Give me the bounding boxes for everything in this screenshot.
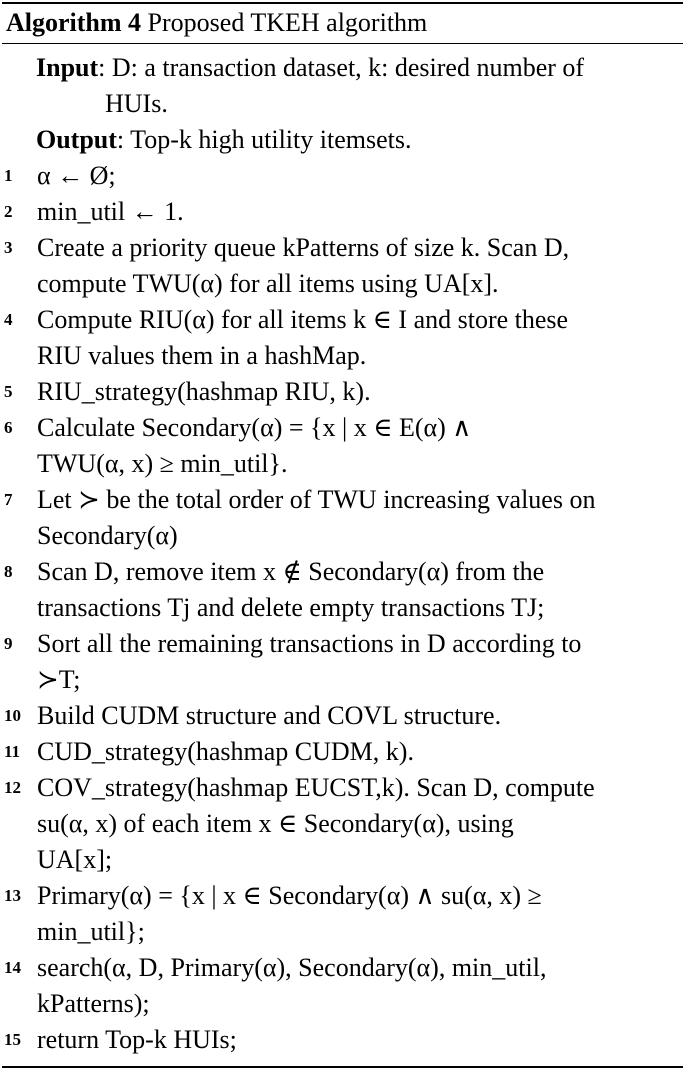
algorithm-step	[2, 626, 683, 698]
step-number: 9	[4, 634, 13, 653]
step-line: compute TWU(α) for all items using UA[x].	[37, 269, 499, 298]
algorithm-step	[2, 230, 683, 302]
algorithm-step	[2, 734, 683, 770]
step-number: 3	[4, 238, 13, 257]
step-line: ≻T;	[37, 665, 81, 694]
step-line: TWU(α, x) ≥ min_util}.	[37, 449, 288, 478]
step-text	[37, 770, 683, 878]
step-text	[37, 482, 683, 554]
step-line: min_util ← 1.	[37, 197, 184, 226]
algorithm-step	[2, 194, 683, 230]
step-line: UA[x];	[37, 845, 113, 874]
algorithm-step	[2, 770, 683, 878]
step-line: Let ≻ be the total order of TWU increasing values on	[37, 485, 596, 514]
algorithm-step	[2, 950, 683, 1022]
step-line: Scan D, remove item x ∉ Secondary(α) from the	[37, 557, 545, 586]
step-text	[37, 554, 683, 626]
step-line: Secondary(α)	[37, 521, 178, 550]
step-line: Build CUDM structure and COVL structure.	[37, 701, 502, 730]
step-text	[37, 194, 683, 230]
step-number: 8	[4, 562, 13, 581]
step-text	[37, 626, 683, 698]
step-line: Compute RIU(α) for all items k ∈ I and store these	[37, 305, 569, 334]
step-line: Calculate Secondary(α) = {x | x ∈ E(α) ∧	[37, 413, 472, 442]
output-text: : Top-k high utility itemsets.	[116, 125, 412, 154]
step-number: 6	[4, 418, 13, 437]
algorithm-step	[2, 158, 683, 194]
algorithm-step	[2, 410, 683, 482]
step-text	[37, 950, 683, 1022]
step-line: min_util};	[37, 917, 145, 946]
step-number: 4	[4, 310, 13, 329]
algorithm-step	[2, 878, 683, 950]
step-line: Primary(α) = {x | x ∈ Secondary(α) ∧ su(α, x) ≥	[37, 881, 542, 910]
algorithm-step	[2, 302, 683, 374]
step-line: return Top-k HUIs;	[37, 1025, 237, 1054]
step-text	[37, 158, 683, 194]
step-line: su(α, x) of each item x ∈ Secondary(α), using	[37, 809, 514, 838]
algorithm-box	[2, 2, 683, 1068]
step-line: CUD_strategy(hashmap CUDM, k).	[37, 737, 414, 766]
step-line: search(α, D, Primary(α), Secondary(α), min_util,	[37, 953, 547, 982]
step-number: 10	[4, 706, 21, 725]
step-number: 11	[4, 742, 21, 761]
input-text-1: : D: a transaction dataset, k: desired number of	[98, 53, 585, 82]
step-text	[37, 698, 683, 734]
step-line: COV_strategy(hashmap EUCST,k). Scan D, compute	[37, 773, 595, 802]
steps-list	[2, 158, 683, 1058]
algorithm-step	[2, 482, 683, 554]
step-text	[37, 734, 683, 770]
caption-title: Proposed TKEH algorithm	[147, 8, 428, 37]
caption-label: Algorithm 4	[6, 8, 142, 37]
output-block	[2, 122, 683, 158]
algorithm-caption	[2, 4, 683, 43]
step-text	[37, 410, 683, 482]
step-number: 13	[4, 886, 21, 905]
algorithm-step	[2, 374, 683, 410]
step-line: α ← Ø;	[37, 161, 116, 190]
step-number: 12	[4, 778, 21, 797]
input-text-2: HUIs.	[105, 89, 168, 118]
algorithm-step	[2, 554, 683, 626]
step-text	[37, 230, 683, 302]
algorithm-body	[2, 44, 683, 1066]
step-line: transactions Tj and delete empty transactions TJ;	[37, 593, 545, 622]
step-number: 7	[4, 490, 13, 509]
step-line: kPatterns);	[37, 989, 150, 1018]
step-number: 5	[4, 382, 13, 401]
step-text	[37, 374, 683, 410]
step-number: 2	[4, 202, 13, 221]
step-number: 1	[4, 166, 13, 185]
step-line: RIU values them in a hashMap.	[37, 341, 367, 370]
step-line: Create a priority queue kPatterns of size k. Scan D,	[37, 233, 570, 262]
input-block	[2, 50, 683, 122]
step-text	[37, 302, 683, 374]
step-number: 15	[4, 1030, 21, 1049]
step-number: 14	[4, 958, 21, 977]
step-text	[37, 878, 683, 950]
step-line: RIU_strategy(hashmap RIU, k).	[37, 377, 371, 406]
output-label: Output	[36, 125, 117, 154]
algorithm-step	[2, 698, 683, 734]
step-line: Sort all the remaining transactions in D according to	[37, 629, 582, 658]
input-label: Input	[36, 53, 99, 82]
